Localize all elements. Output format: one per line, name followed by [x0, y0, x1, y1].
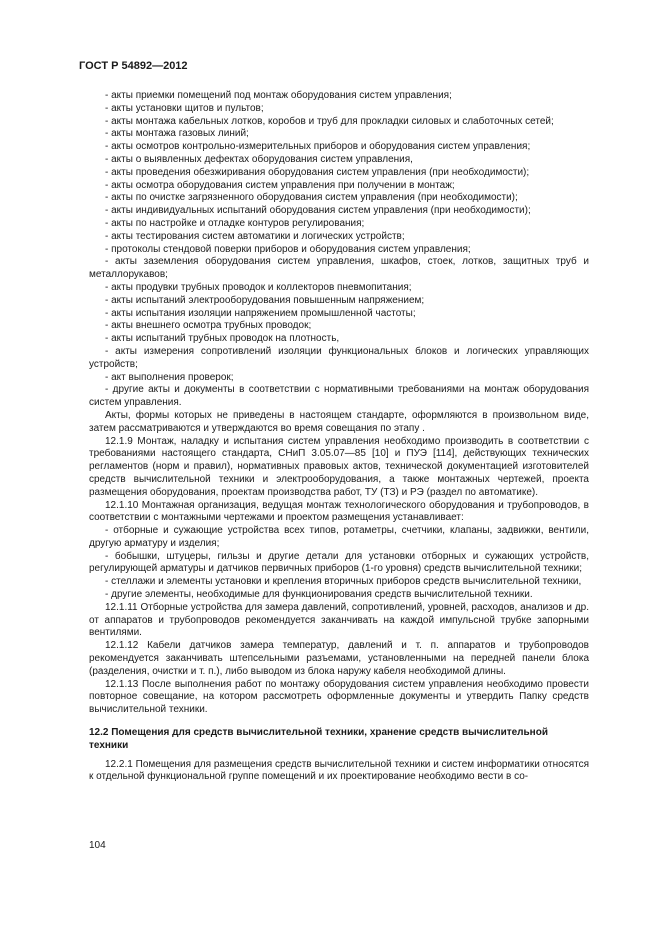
list-item: - акты установки щитов и пультов;	[105, 102, 264, 114]
page-number: 104	[89, 840, 106, 851]
list-item: - акты внешнего осмотра трубных проводок;	[105, 320, 312, 332]
list-item: - акты испытаний трубных проводок на плотность,	[105, 333, 340, 345]
list-item: - акты заземления оборудования систем управления, шкафов, стоек, лотков, защитных труб и металлорукавов;	[89, 256, 589, 281]
section-heading-12-2: 12.2 Помещения для средств вычислительной техники, хранение средств вычислительной техники	[89, 727, 548, 751]
list-item: - акты проведения обезжиривания оборудования систем управления (при необходимости);	[105, 166, 530, 178]
list-item: - акты продувки трубных проводок и коллекторов пневмопитания;	[105, 281, 412, 293]
list-item: - акты по очистке загрязненного оборудования систем управления (при необходимости);	[105, 192, 518, 204]
list-item: - акты осмотров контрольно-измерительных приборов и оборудования систем управления;	[105, 141, 531, 153]
list-item: - акты приемки помещений под монтаж оборудования систем управления;	[105, 90, 452, 101]
list-item: - акт выполнения проверок;	[105, 371, 234, 383]
document-code-header: ГОСТ Р 54892—2012	[79, 60, 188, 72]
list-item: - протоколы стендовой поверки приборов и оборудования систем управления;	[105, 243, 471, 255]
paragraph-12-1-12: 12.1.12 Кабели датчиков замера температур, давлений и т. п. аппаратов и трубопроводов рекомендуется заканчивать штепсельными разъемами, установленными на передней панели блока (разделения, очистки и т. п.), либо выводом из блока наружу кабеля необходимой длины.	[89, 640, 589, 677]
list-item: - акты испытаний электрооборудования повышенным напряжением;	[105, 294, 425, 306]
list-item: - акты индивидуальных испытаний оборудования систем управления (при необходимости);	[105, 205, 531, 217]
paragraph-12-1-10: 12.1.10 Монтажная организация, ведущая монтаж технологического оборудования и трубопроводов, в соответствии с монтажными чертежами и проектом размещения устанавливает:	[89, 499, 589, 524]
list-item: - акты о выявленных дефектах оборудования систем управления,	[105, 153, 413, 165]
list-item: - стеллажи и элементы установки и крепления вторичных приборов средств вычислительной техники,	[105, 576, 582, 588]
list-item: - акты испытания изоляции напряжением промышленной частоты;	[105, 307, 416, 319]
list-item: - акты измерения сопротивлений изоляции функциональных блоков и логических управляющих устройств;	[89, 345, 589, 370]
list-item: - отборные и сужающие устройства всех типов, ротаметры, счетчики, клапаны, задвижки, вентили, другую арматуру и изделия;	[89, 525, 589, 549]
paragraph-12-1-9: 12.1.9 Монтаж, наладку и испытания систем управления необходимо производить в соответствии с требованиями настоящего стандарта, СНиП 3.05.07—85 [10] и ПУЭ [114], действующих технических регламентов (норм и правил), нормативных правовых актов, технической документацией изготовителей средств вычислительной техники и электрооборудования, а также монтажных чертежей, проекта размещения оборудования, проектам производства работ, ТУ (ТЗ) и РЭ (раздел по автоматике).	[89, 435, 589, 498]
list-item: - акты монтажа кабельных лотков, коробов и труб для прокладки силовых и слаботочных сетей;	[105, 115, 554, 127]
paragraph-forms: Акты, формы которых не приведены в настоящем стандарте, оформляются в произвольном виде, затем рассматриваются и утверждаются во время совещания по этапу .	[89, 409, 589, 434]
list-item: - другие акты и документы в соответствии с нормативными требованиями на монтаж оборудования систем управления.	[89, 384, 589, 409]
paragraph-12-2-1: 12.2.1 Помещения для размещения средств вычислительной техники и систем информатики относятся к отдельной функциональной группе помещений и их проектирование необходимо вести в со-	[89, 758, 589, 783]
paragraph-12-1-13: 12.1.13 После выполнения работ по монтажу оборудования систем управления необходимо провести повторное совещание, на котором рассмотреть оформленные документы и утвердить Папку средств вычислительной техники.	[89, 678, 589, 716]
list-item: - акты по настройке и отладке контуров регулирования;	[105, 217, 365, 229]
paragraph-12-1-11: 12.1.11 Отборные устройства для замера давлений, сопротивлений, уровней, расходов, анализов и др. от аппаратов и трубопроводов рекомендуется заканчивать на каждой импульсной трубке запорными вентилями.	[89, 601, 589, 639]
list-item: - акты тестирования систем автоматики и логических устройств;	[105, 230, 405, 242]
list-item: - акты осмотра оборудования систем управления при получении в монтаж;	[105, 179, 455, 191]
list-item: - другие элементы, необходимые для функционирования средств вычислительной техники.	[105, 589, 533, 601]
page-body	[89, 90, 589, 784]
list-item: - акты монтажа газовых линий;	[105, 128, 249, 140]
list-item: - бобышки, штуцеры, гильзы и другие детали для установки отборных и сужающих устройств, регулирующей арматуры и датчиков первичных приборов (1-го уровня) средств вычислительной техники;	[89, 550, 589, 575]
